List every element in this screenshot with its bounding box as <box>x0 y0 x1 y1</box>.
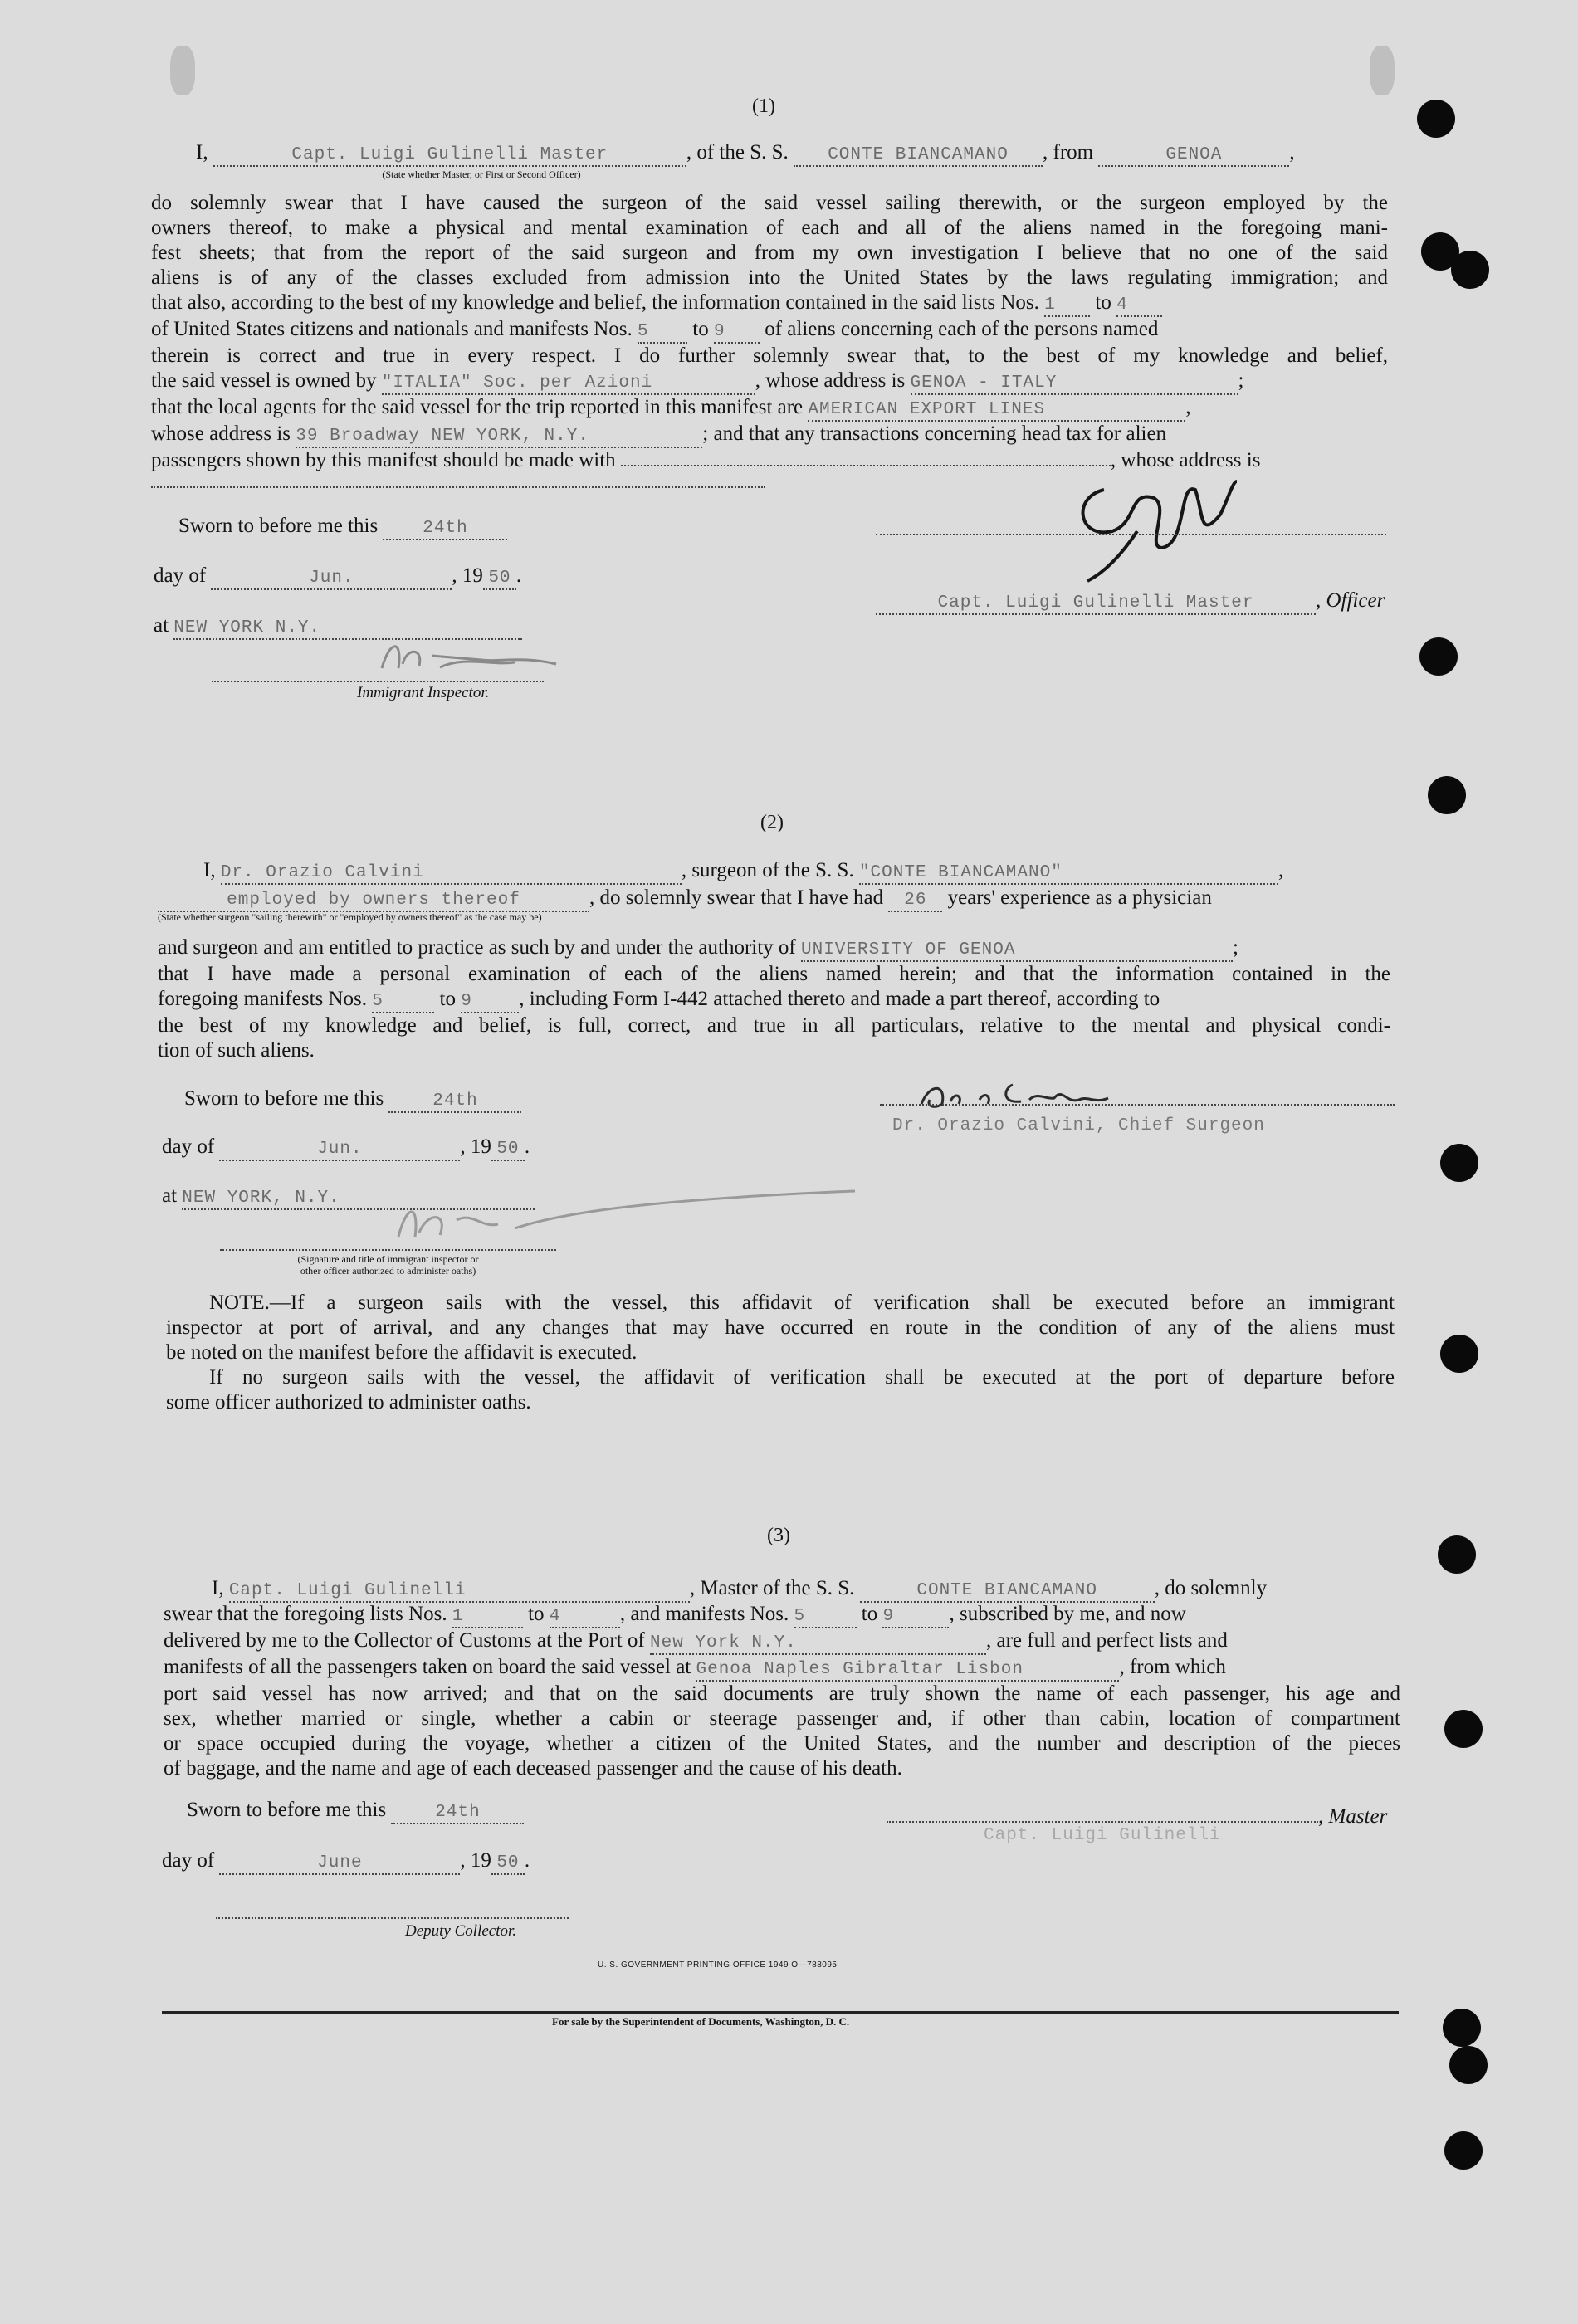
text: to <box>528 1603 545 1625</box>
officer-signature-line <box>876 534 1386 535</box>
text: foregoing manifests Nos. <box>158 988 368 1010</box>
text: 19 <box>470 1849 491 1872</box>
text-line <box>151 317 1388 344</box>
text-line <box>164 1602 1400 1628</box>
officer-line <box>876 589 1385 615</box>
ports-boarded-field: Genoa Naples Gibraltar Lisbon <box>696 1660 1119 1682</box>
master-typed-name: Capt. Luigi Gulinelli <box>984 1826 1221 1845</box>
edge-smudge <box>170 46 195 95</box>
text: of aliens concerning each of the persons named <box>765 318 1159 340</box>
text: , from which <box>1119 1656 1226 1678</box>
text: to <box>861 1603 878 1625</box>
text: ; <box>1233 936 1238 959</box>
text: 19 <box>470 1135 491 1158</box>
section-1-master-line <box>196 141 1391 167</box>
master-field: Capt. Luigi Gulinelli <box>229 1581 690 1603</box>
punch-hole <box>1444 1710 1483 1748</box>
text-line: aliens is of any of the classes excluded from admission into the United States by the laws regulating immigration; and <box>151 266 1388 289</box>
section-3-number: (3) <box>767 1525 790 1546</box>
punch-hole <box>1438 1536 1476 1574</box>
text: years' experience as a physician <box>947 886 1212 909</box>
note-line: other officer authorized to administer oaths) <box>300 1265 476 1277</box>
text-line: the best of my knowledge and belief, is full, correct, and true in all particulars, relative to the mental and physical condi- <box>158 1014 1390 1037</box>
punch-hole <box>1428 776 1466 814</box>
lists-to-field: 4 <box>1116 295 1162 317</box>
inspector-signature-line <box>212 681 544 682</box>
text: of United States citizens and nationals and manifests Nos. <box>151 318 633 340</box>
manifest-from-field: 5 <box>372 992 434 1013</box>
punch-hole <box>1419 637 1458 676</box>
section-2-number: (2) <box>760 812 784 833</box>
section-3-body <box>164 1602 1400 1781</box>
text: Sworn to before me this <box>184 1087 384 1110</box>
place-field: NEW YORK, N.Y. <box>182 1189 535 1210</box>
master-signature <box>1054 465 1262 589</box>
year-field: 50 <box>491 1853 525 1875</box>
note-line: NOTE.—If a surgeon sails with the vessel, this affidavit of verification shall be executed before an immigrant <box>209 1291 1395 1314</box>
surgeon-typed-name: Dr. Orazio Calvini, Chief Surgeon <box>892 1116 1265 1135</box>
owner-address-field: GENOA - ITALY <box>911 374 1238 395</box>
punch-hole <box>1444 2131 1483 2170</box>
text: the said vessel is owned by <box>151 369 377 392</box>
master-line <box>887 1805 1387 1828</box>
inspector-signature-line <box>220 1249 556 1251</box>
text: that the local agents for the said vessel for the trip reported in this manifest are <box>151 396 804 418</box>
printing-office-line: U. S. GOVERNMENT PRINTING OFFICE 1949 O—788095 <box>598 1960 838 1970</box>
punch-hole <box>1417 100 1455 138</box>
text-line: port said vessel has now arrived; and that on the said documents are truly shown the name of each passenger, his age and <box>164 1682 1400 1705</box>
officer-label: , Officer <box>1316 589 1385 612</box>
employment-note: (State whether surgeon "sailing therewith" or "employed by owners thereof" as the case may be) <box>158 911 542 923</box>
section-3-line1 <box>212 1577 1267 1603</box>
note-block <box>166 1291 1395 1415</box>
from-port-field: GENOA <box>1098 145 1289 167</box>
text: , Master of the S. S. <box>689 1577 855 1599</box>
year-field: 50 <box>483 569 516 590</box>
master-note: (State whether Master, or First or Second Officer) <box>382 168 581 180</box>
text: ; and that any transactions concerning head tax for alien <box>702 422 1167 445</box>
text: to <box>439 988 456 1010</box>
day-of-line: day of June , 19 50 . <box>162 1849 530 1875</box>
text-line <box>158 987 1390 1013</box>
text: day of <box>154 564 207 587</box>
sworn-line <box>184 1087 521 1113</box>
text: passengers shown by this manifest should be made with <box>151 449 616 471</box>
inspector-label: Immigrant Inspector. <box>357 684 490 701</box>
month-field: Jun. <box>219 1140 460 1161</box>
inspector-note <box>220 1253 556 1277</box>
manifest-from-field: 5 <box>638 322 687 344</box>
master-signature-field <box>887 1821 1318 1823</box>
text: , surgeon of the S. S. <box>681 859 854 881</box>
text: whose address is <box>151 422 291 445</box>
text: , and manifests Nos. <box>619 1603 789 1625</box>
owner-field: "ITALIA" Soc. per Azioni <box>382 374 755 395</box>
text: , including Form I-442 attached thereto and made a part thereof, according to <box>519 988 1160 1010</box>
sworn-day-field: 24th <box>383 519 507 540</box>
text: day of <box>162 1849 215 1872</box>
month-field: June <box>219 1853 460 1875</box>
punch-hole <box>1451 251 1489 289</box>
text-line <box>151 422 1388 448</box>
text-line <box>151 290 1388 317</box>
note-line: If no surgeon sails with the vessel, the affidavit of verification shall be executed at the port of departure before <box>209 1366 1395 1389</box>
text: delivered by me to the Collector of Customs at the Port of <box>164 1629 645 1652</box>
ship-field: "CONTE BIANCAMANO" <box>859 863 1278 885</box>
agents-field: AMERICAN EXPORT LINES <box>808 400 1185 422</box>
sworn-line <box>187 1799 524 1824</box>
text: , do solemnly swear that I have had <box>589 886 884 909</box>
text: , whose address is <box>755 369 906 392</box>
text-line: do solemnly swear that I have caused the surgeon of the said vessel sailing therewith, or the surgeon employed by the <box>151 192 1388 214</box>
text: , <box>1185 396 1191 418</box>
text-line: of baggage, and the name and age of each deceased passenger and the cause of his death. <box>164 1757 902 1780</box>
text: , do solemnly <box>1154 1577 1268 1599</box>
text-line: that I have made a personal examination of each of the aliens named herein; and that the information contained in the <box>158 963 1390 985</box>
text: that also, according to the best of my knowledge and belief, the information contained in the said lists Nos. <box>151 291 1039 314</box>
collector-signature-line <box>216 1917 569 1919</box>
text: , whose address is <box>1110 449 1261 471</box>
text-line: owners thereof, to make a physical and mental examination of each and all of the aliens named in the foregoing mani- <box>151 217 1388 239</box>
ship-field: CONTE BIANCAMANO <box>860 1581 1155 1603</box>
text: ; <box>1238 369 1244 392</box>
master-label: , Master <box>1318 1805 1388 1828</box>
text: I, <box>203 859 216 881</box>
text: I, <box>196 141 208 164</box>
lists-to-field: 4 <box>550 1607 620 1628</box>
text-line <box>151 369 1388 395</box>
text-line: fest sheets; that from the report of the said surgeon and from my own investigation I believe that no one of the said <box>151 242 1388 264</box>
footer-rule <box>162 2011 1399 2014</box>
text: to <box>1095 291 1111 314</box>
section-1-body <box>151 191 1388 473</box>
sworn-day-field: 24th <box>388 1091 521 1113</box>
text-line <box>158 935 1390 962</box>
agents-address-field: 39 Broadway NEW YORK, N.Y. <box>296 427 702 448</box>
sworn-day-field: 24th <box>391 1803 524 1824</box>
port-field: New York N.Y. <box>650 1633 986 1655</box>
note-line: (Signature and title of immigrant inspector or <box>297 1253 479 1265</box>
inspector-signature <box>357 631 606 681</box>
text: , <box>1278 859 1284 881</box>
manifest-from-field: 5 <box>794 1607 857 1628</box>
manifest-to-field: 9 <box>882 1607 949 1628</box>
text-line: therein is correct and true in every respect. I do further solemnly swear that, to the best of my knowledge and belief, <box>151 344 1388 367</box>
authority-field: UNIVERSITY OF GENOA <box>801 940 1233 962</box>
years-field: 26 <box>888 891 942 912</box>
section-2-line1 <box>203 859 1283 885</box>
text: , are full and perfect lists and <box>986 1629 1228 1652</box>
head-tax-field <box>621 465 1111 466</box>
employment-field: employed by owners thereof <box>158 891 589 912</box>
section-2-line2 <box>158 886 1212 912</box>
text: at <box>162 1184 178 1207</box>
punch-hole <box>1440 1144 1478 1182</box>
note-line: some officer authorized to administer oaths. <box>166 1391 531 1413</box>
text-line <box>151 395 1388 422</box>
text-line: or space occupied during the voyage, whether a citizen of the United States, and the number and description of the pieces <box>164 1732 1400 1755</box>
text: , <box>1289 141 1295 164</box>
text: 19 <box>462 564 483 587</box>
address-blank-line <box>151 486 765 488</box>
text: swear that the foregoing lists Nos. <box>164 1603 447 1625</box>
edge-smudge <box>1370 46 1395 95</box>
note-line: inspector at port of arrival, and any changes that may have occurred en route in the condition of any of the aliens must <box>166 1316 1395 1339</box>
text-line <box>164 1655 1400 1682</box>
collector-label: Deputy Collector. <box>405 1922 517 1940</box>
sworn-line <box>178 515 507 540</box>
surgeon-signature-line <box>880 1104 1395 1106</box>
year-field: 50 <box>491 1140 525 1161</box>
lists-from-field: 1 <box>1044 295 1090 317</box>
punch-hole <box>1443 2009 1481 2047</box>
text: I, <box>212 1577 224 1599</box>
ship-field: CONTE BIANCAMANO <box>794 145 1043 167</box>
note-line: be noted on the manifest before the affidavit is executed. <box>166 1341 638 1364</box>
sale-line: For sale by the Superintendent of Documents, Washington, D. C. <box>552 2015 850 2028</box>
text-line: tion of such aliens. <box>158 1039 315 1062</box>
master-field: Capt. Luigi Gulinelli Master <box>213 145 686 167</box>
text-line <box>164 1628 1400 1655</box>
text-line: sex, whether married or single, whether a cabin or steerage passenger and, if other than cabin, location of compartment <box>164 1707 1400 1730</box>
text: and surgeon and am entitled to practice as such by and under the authority of <box>158 936 796 959</box>
manifest-to-field: 9 <box>461 992 519 1013</box>
text: , of the S. S. <box>686 141 789 164</box>
text: , subscribed by me, and now <box>949 1603 1186 1625</box>
text: Sworn to before me this <box>178 515 379 537</box>
surgeon-field: Dr. Orazio Calvini <box>221 863 682 885</box>
surgeon-signature <box>913 1075 1162 1116</box>
day-of-line: day of Jun. , 19 50 . <box>154 564 521 590</box>
section-1-number: (1) <box>752 95 775 117</box>
inspector-signature <box>382 1187 880 1253</box>
text: Sworn to before me this <box>187 1799 387 1821</box>
text: to <box>692 318 709 340</box>
text: day of <box>162 1135 215 1158</box>
lists-from-field: 1 <box>452 1607 523 1628</box>
text: , from <box>1043 141 1094 164</box>
section-2-body <box>158 935 1390 1063</box>
place-field: NEW YORK N.Y. <box>173 618 522 640</box>
officer-typed-field: Capt. Luigi Gulinelli Master <box>876 593 1316 615</box>
manifest-to-field: 9 <box>714 322 760 344</box>
punch-hole <box>1449 2046 1488 2084</box>
month-field: Jun. <box>211 569 452 590</box>
text: at <box>154 614 169 637</box>
punch-hole <box>1440 1335 1478 1373</box>
text: manifests of all the passengers taken on board the said vessel at <box>164 1656 691 1678</box>
day-of-line: day of Jun. , 19 50 . <box>162 1135 530 1161</box>
